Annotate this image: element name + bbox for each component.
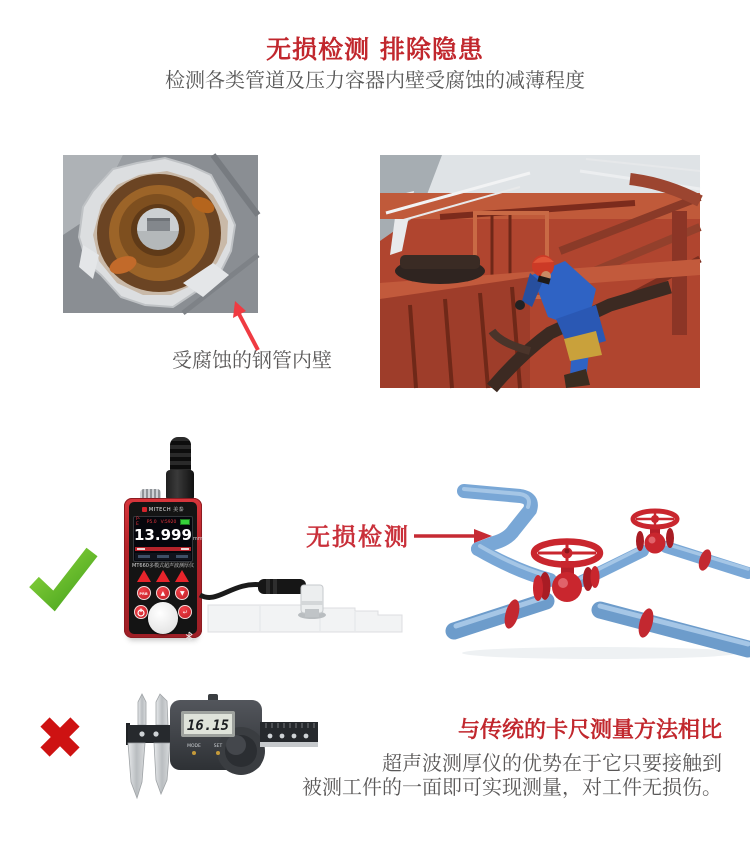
enter-button: ↵ — [178, 605, 192, 619]
comparison-line-2: 被测工件的一面即可实现测量，对工件无损伤。 — [302, 775, 722, 799]
corroded-pipe-photo — [63, 155, 258, 313]
gauge-reading: 13.999mm — [134, 526, 203, 544]
triangle-key-icon — [137, 570, 151, 582]
check-icon — [28, 546, 98, 608]
gauge-dial — [148, 602, 179, 634]
caliper-reading: 16.15 — [186, 718, 230, 734]
gauge-brand — [129, 506, 197, 513]
screen-status-row: P-E P5.0 V:5920 — [136, 519, 190, 525]
prb-button: PRB — [137, 586, 151, 600]
probe-plug-icon — [166, 470, 194, 501]
probe-on-step-block — [200, 575, 410, 640]
triangle-key-icon — [156, 570, 170, 582]
ndt-label: 无损检测 — [306, 523, 410, 551]
screen-menu-bar — [135, 553, 191, 560]
page-title: 无损检测 排除隐患 — [266, 35, 484, 64]
gauge-face — [129, 502, 203, 634]
gauge-key-row-1 — [129, 586, 197, 600]
gauge-model-label: MT660多模式超声波测厚仪 — [132, 563, 194, 569]
power-button — [134, 605, 148, 619]
comparison-text-block — [242, 713, 722, 799]
ship-inspection-photo — [380, 155, 700, 388]
corroded-pipe-caption: 受腐蚀的钢管内壁 — [172, 348, 332, 372]
down-button: ▼ — [175, 586, 189, 600]
comparison-title: 与传统的卡尺测量方法相比 — [457, 718, 722, 743]
caliper-mode-label: MODE — [187, 744, 201, 749]
gauge-screen — [133, 516, 203, 562]
comparison-line-1: 超声波测厚仪的优势在于它只要接触到 — [382, 751, 722, 775]
brand-logo-icon — [142, 507, 147, 512]
caliper-set-label: SET — [213, 744, 223, 749]
triangle-key-icon — [175, 570, 189, 582]
bluetooth-icon — [186, 626, 192, 645]
cross-icon — [38, 715, 82, 759]
page-subtitle: 检测各类管道及压力容器内壁受腐蚀的减薄程度 — [165, 68, 585, 92]
valve-small — [633, 511, 677, 554]
screen-info-bar — [135, 547, 191, 551]
gauge-unit: mm — [192, 536, 203, 542]
up-button: ▲ — [156, 586, 170, 600]
gauge-triangle-keys — [129, 570, 197, 582]
battery-icon — [180, 519, 190, 525]
pipes-valves-illustration — [450, 483, 750, 661]
gauge-body — [124, 498, 202, 638]
gauge-brand-text: MITECH 美泰 — [148, 507, 185, 513]
